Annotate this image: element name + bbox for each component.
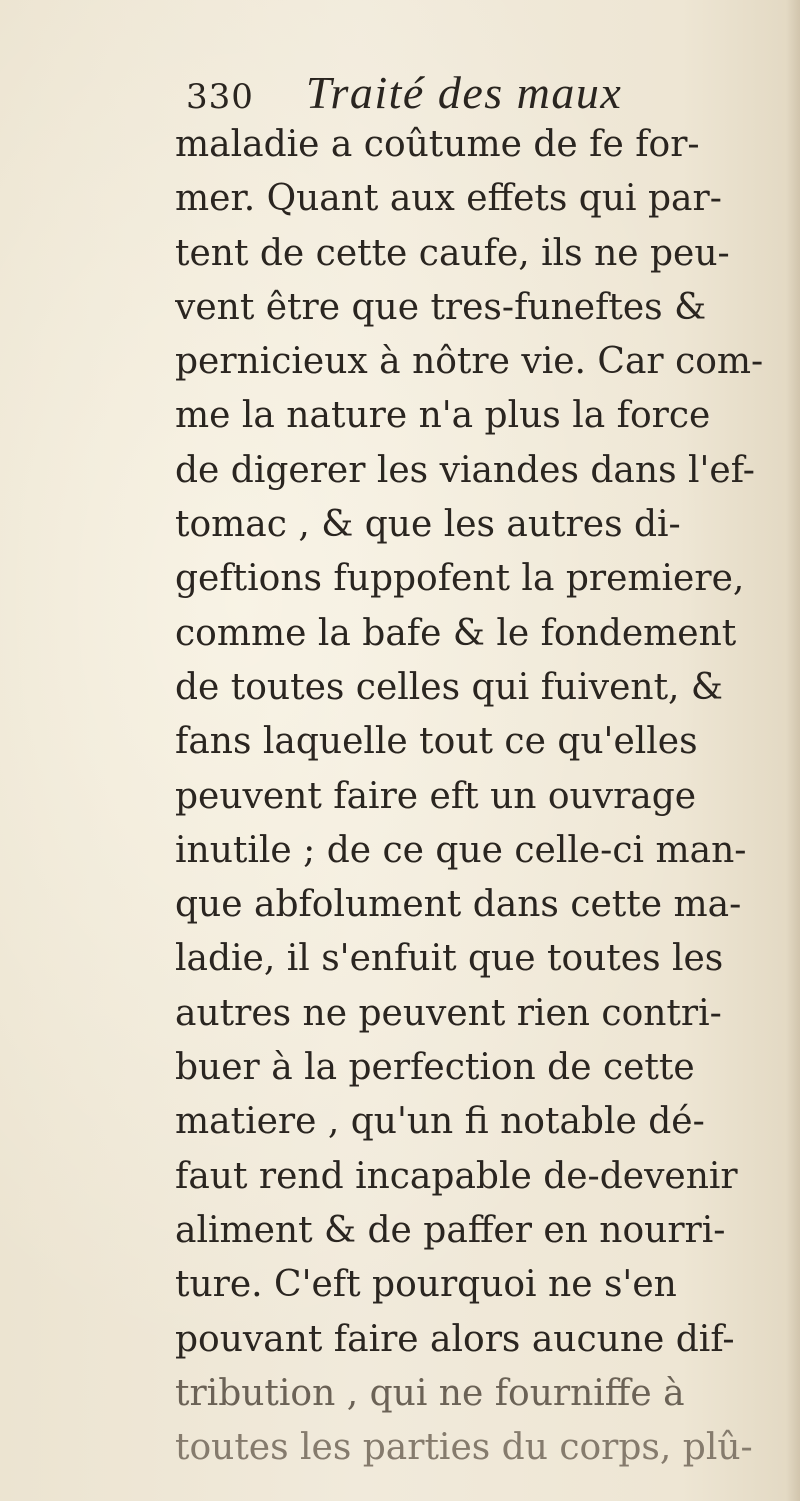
text-line: toutes les parties du corps, plû-	[175, 1427, 753, 1469]
text-line: comme la bafe & le fondement	[175, 612, 737, 654]
text-line: mer. Quant aux effets qui par-	[175, 178, 722, 220]
text-line: pernicieux à nôtre vie. Car com-	[175, 341, 764, 383]
text-line: inutile ; de ce que celle-ci man-	[175, 829, 747, 871]
text-line: ture. C'eft pourquoi ne s'en	[175, 1264, 677, 1306]
text-line: faut rend incapable de-devenir	[175, 1155, 738, 1197]
text-line: tomac , & que les autres di-	[175, 504, 681, 546]
page-edge-shadow	[786, 0, 800, 1501]
text-line: vent être que tres-funeftes &	[175, 286, 707, 328]
text-line: tent de cette caufe, ils ne peu-	[175, 232, 730, 274]
text-line: que abfolument dans cette ma-	[175, 884, 742, 926]
text-line: de toutes celles qui fuivent, &	[175, 666, 723, 708]
text-line: peuvent faire eft un ouvrage	[175, 775, 697, 817]
text-line: pouvant faire alors aucune dif-	[175, 1318, 735, 1360]
text-line: geftions fuppofent la premiere,	[175, 558, 745, 600]
text-line: de digerer les viandes dans l'ef-	[175, 449, 755, 491]
text-line: autres ne peuvent rien contri-	[175, 992, 722, 1034]
page-number: 330	[186, 77, 254, 117]
page-header	[186, 66, 746, 126]
running-head: Traité des maux	[305, 67, 623, 118]
text-line: aliment & de paffer en nourri-	[175, 1209, 726, 1251]
text-line: buer à la perfection de cette	[175, 1047, 695, 1089]
text-line: tribution , qui ne fourniffe à	[175, 1372, 685, 1414]
text-line: ladie, il s'enfuit que toutes les	[175, 938, 724, 980]
text-line: matiere , qu'un fi notable dé-	[175, 1101, 705, 1143]
body-text	[175, 118, 775, 1475]
text-line: maladie a coûtume de fe for-	[175, 124, 700, 165]
text-line: me la nature n'a plus la force	[175, 395, 711, 437]
text-line: fans laquelle tout ce qu'elles	[175, 721, 698, 763]
